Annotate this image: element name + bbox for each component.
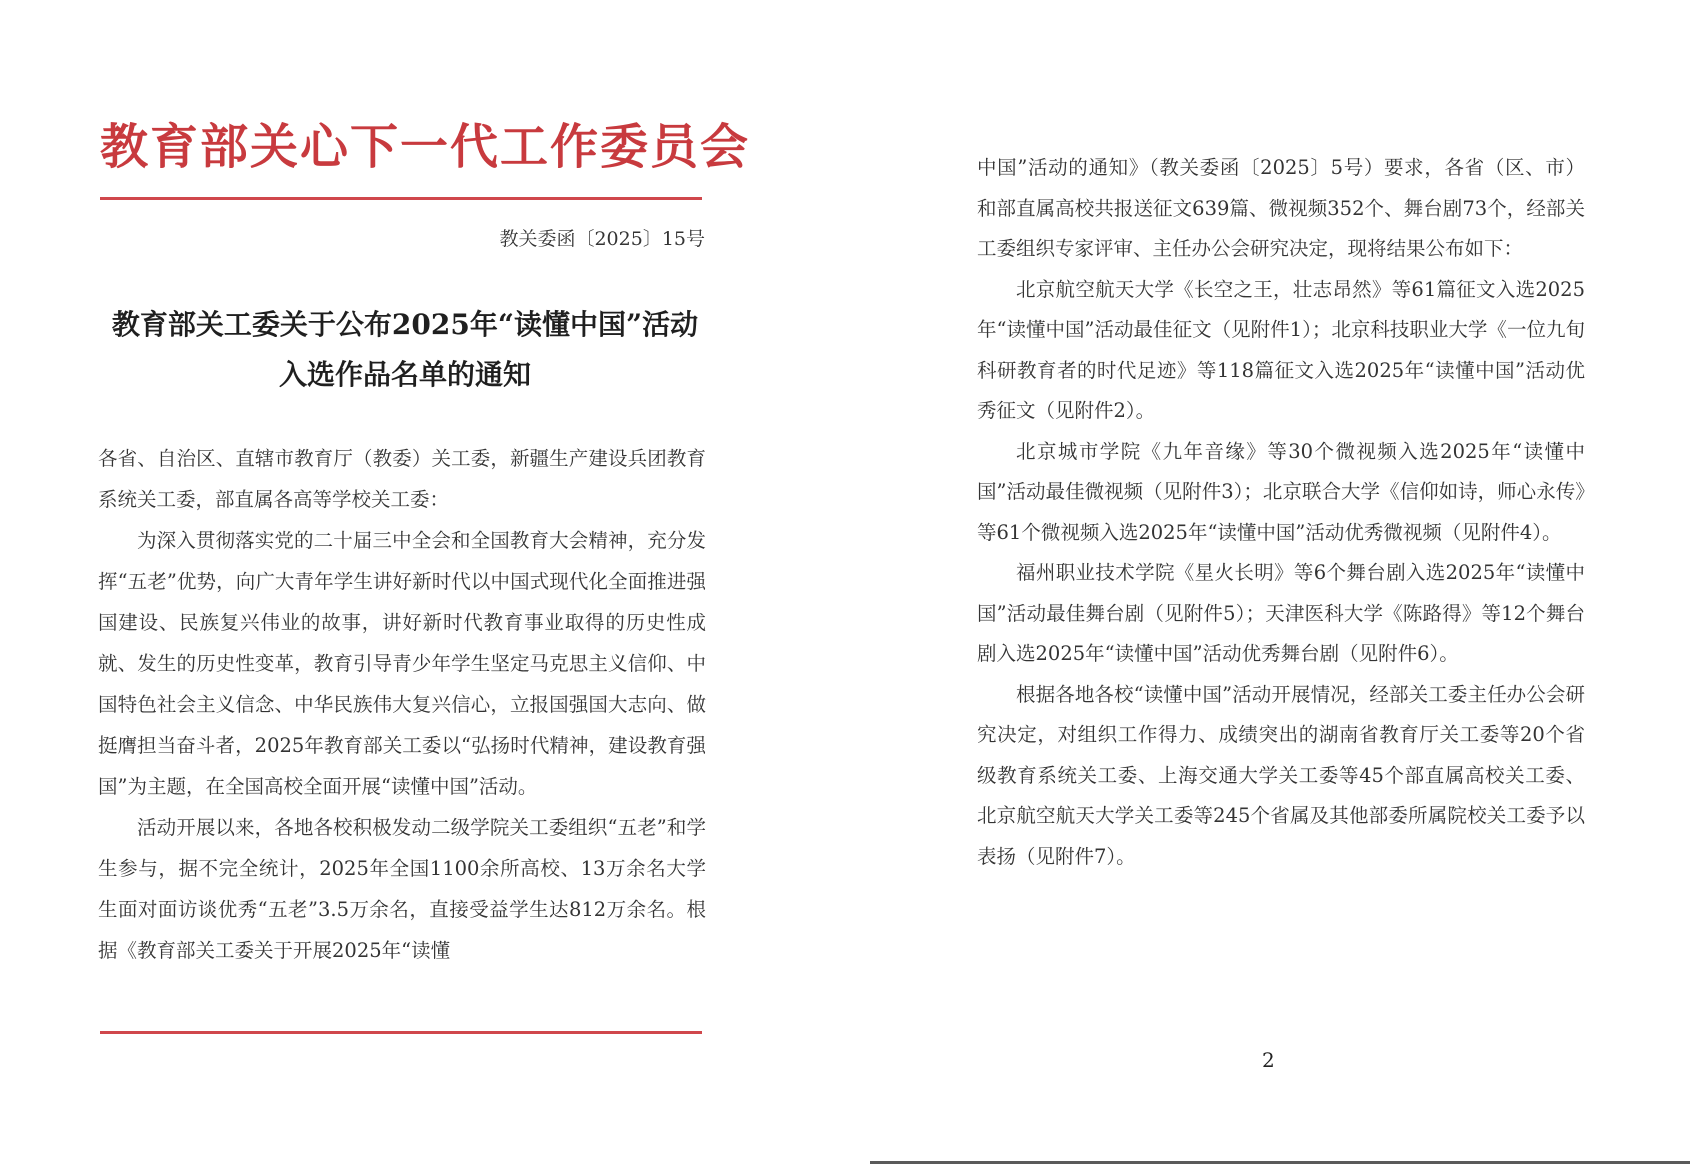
red-header-rule xyxy=(100,197,702,200)
document-title xyxy=(100,300,710,400)
salutation: 各省、自治区、直辖市教育厅（教委）关工委，新疆生产建设兵团教育系统关工委，部直属各高等学校关工委： xyxy=(98,447,706,511)
issuing-organization-header: 教育部关心下一代工作委员会 xyxy=(100,119,751,175)
paragraph: 为深入贯彻落实党的二十届三中全会和全国教育大会精神，充分发挥“五老”优势，向广大青年学生讲好新时代以中国式现代化全面推进强国建设、民族复兴伟业的故事，讲好新时代教育事业取得的历史性成就、发生的历史性变革，教育引导青少年学生坚定马克思主义信仰、中国特色社会主义信念、中华民族伟大复兴信心，立报国强国大志向、做挺膺担当奋斗者，2025年教育部关工委以“弘扬时代精神，建设教育强国”为主题，在全国高校全面开展“读懂中国”活动。 xyxy=(98,529,706,798)
paragraph: 北京航空航天大学《长空之王，壮志昂然》等61篇征文入选2025年“读懂中国”活动最佳征文（见附件1）；北京科技职业大学《一位九旬科研教育者的时代足迹》等118篇征文入选2025年“读懂中国”活动优秀征文（见附件2）。 xyxy=(977,277,1585,422)
red-footer-rule xyxy=(100,1031,702,1034)
page-bottom-edge xyxy=(870,1161,1690,1164)
page-number: 2 xyxy=(1262,1048,1275,1072)
document-number: 教关委函〔2025〕15号 xyxy=(499,228,705,250)
paragraph: 福州职业技术学院《星火长明》等6个舞台剧入选2025年“读懂中国”活动最佳舞台剧（见附件5）；天津医科大学《陈路得》等12个舞台剧入选2025年“读懂中国”活动优秀舞台剧（见附件6）。 xyxy=(977,561,1585,665)
right-page-body xyxy=(977,148,1585,877)
paragraph: 中国”活动的通知》（教关委函〔2025〕5号）要求，各省（区、市）和部直属高校共报送征文639篇、微视频352个、舞台剧73个，经部关工委组织专家评审、主任办公会研究决定，现将结果公布如下： xyxy=(977,156,1585,260)
title-line-1: 教育部关工委关于公布2025年“读懂中国”活动 xyxy=(111,308,699,341)
left-page-body xyxy=(98,438,706,971)
paragraph: 根据各地各校“读懂中国”活动开展情况，经部关工委主任办公会研究决定，对组织工作得力、成绩突出的湖南省教育厅关工委等20个省级教育系统关工委、上海交通大学关工委等45个部直属高校关工委、北京航空航天大学关工委等245个省属及其他部委所属院校关工委予以表扬（见附件7）。 xyxy=(977,682,1585,868)
title-line-2: 入选作品名单的通知 xyxy=(278,358,531,391)
paragraph: 活动开展以来，各地各校积极发动二级学院关工委组织“五老”和学生参与，据不完全统计，2025年全国1100余所高校、13万余名大学生面对面访谈优秀“五老”3.5万余名，直接受益学生达812万余名。根据《教育部关工委关于开展2025年“读懂 xyxy=(98,816,706,962)
paragraph: 北京城市学院《九年音缘》等30个微视频入选2025年“读懂中国”活动最佳微视频（见附件3）；北京联合大学《信仰如诗，师心永传》等61个微视频入选2025年“读懂中国”活动优秀微视频（见附件4）。 xyxy=(977,439,1585,544)
